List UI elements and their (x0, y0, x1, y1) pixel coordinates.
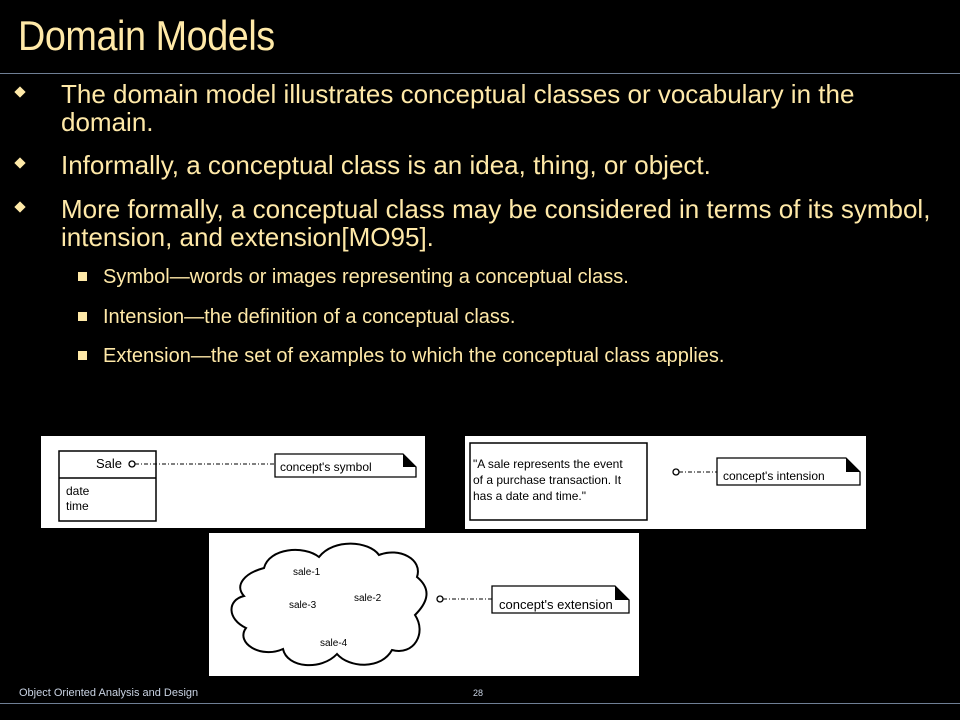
class-name-label: Sale (96, 456, 123, 471)
class-attribute-label: time (66, 499, 89, 513)
definition-text-line: of a purchase transaction. It (473, 473, 622, 487)
footer-course-title: Object Oriented Analysis and Design (19, 687, 199, 699)
connector-anchor-icon (129, 461, 135, 467)
connector-anchor-icon (437, 596, 443, 602)
set-member-label: sale-4 (320, 638, 348, 649)
diamond-bullet-icon (14, 157, 25, 168)
bullet-text: Informally, a conceptual class is an idea, thing, or object. (61, 150, 711, 180)
bullet-text: More formally, a conceptual class may be considered in terms of its symbol, intension, and extension[MO95]. (61, 194, 931, 252)
sub-bullet-item (103, 344, 953, 368)
set-member-label: sale-1 (293, 567, 321, 578)
symbol-diagram-svg (41, 436, 425, 528)
square-bullet-icon (78, 351, 87, 360)
title-divider (0, 73, 960, 74)
footer-divider (0, 703, 960, 704)
extension-diagram (209, 533, 639, 676)
note-fold-icon (403, 454, 416, 467)
note-label: concept's extension (499, 597, 613, 612)
sub-bullet-text: Intension—the definition of a conceptual class. (103, 306, 516, 328)
sub-bullet-text: Symbol—words or images representing a conceptual class. (103, 266, 629, 288)
intension-diagram (465, 436, 866, 529)
slide-title: Domain Models (18, 12, 275, 59)
bullet-item (61, 151, 946, 179)
symbol-diagram (41, 436, 425, 528)
extension-diagram-svg (209, 533, 639, 676)
sub-bullet-item (103, 305, 953, 329)
class-attribute-label: date (66, 484, 90, 498)
bullet-text: The domain model illustrates conceptual classes or vocabulary in the domain. (61, 79, 855, 137)
bullet-item (61, 195, 946, 251)
set-member-label: sale-2 (354, 593, 382, 604)
bullet-item (61, 80, 946, 136)
square-bullet-icon (78, 272, 87, 281)
set-member-label: sale-3 (289, 600, 317, 611)
intension-diagram-svg (465, 436, 866, 529)
connector-anchor-icon (673, 469, 679, 475)
sub-bullet-item (103, 265, 953, 289)
note-fold-icon (615, 586, 629, 600)
definition-text-line: "A sale represents the event (473, 457, 623, 471)
diamond-bullet-icon (14, 201, 25, 212)
sub-bullet-text: Extension—the set of examples to which the conceptual class applies. (103, 345, 725, 367)
definition-text-line: has a date and time." (473, 489, 586, 503)
square-bullet-icon (78, 312, 87, 321)
note-label: concept's symbol (280, 460, 372, 474)
note-label: concept's intension (723, 469, 825, 483)
diamond-bullet-icon (14, 86, 25, 97)
footer-page-number: 28 (473, 688, 484, 698)
